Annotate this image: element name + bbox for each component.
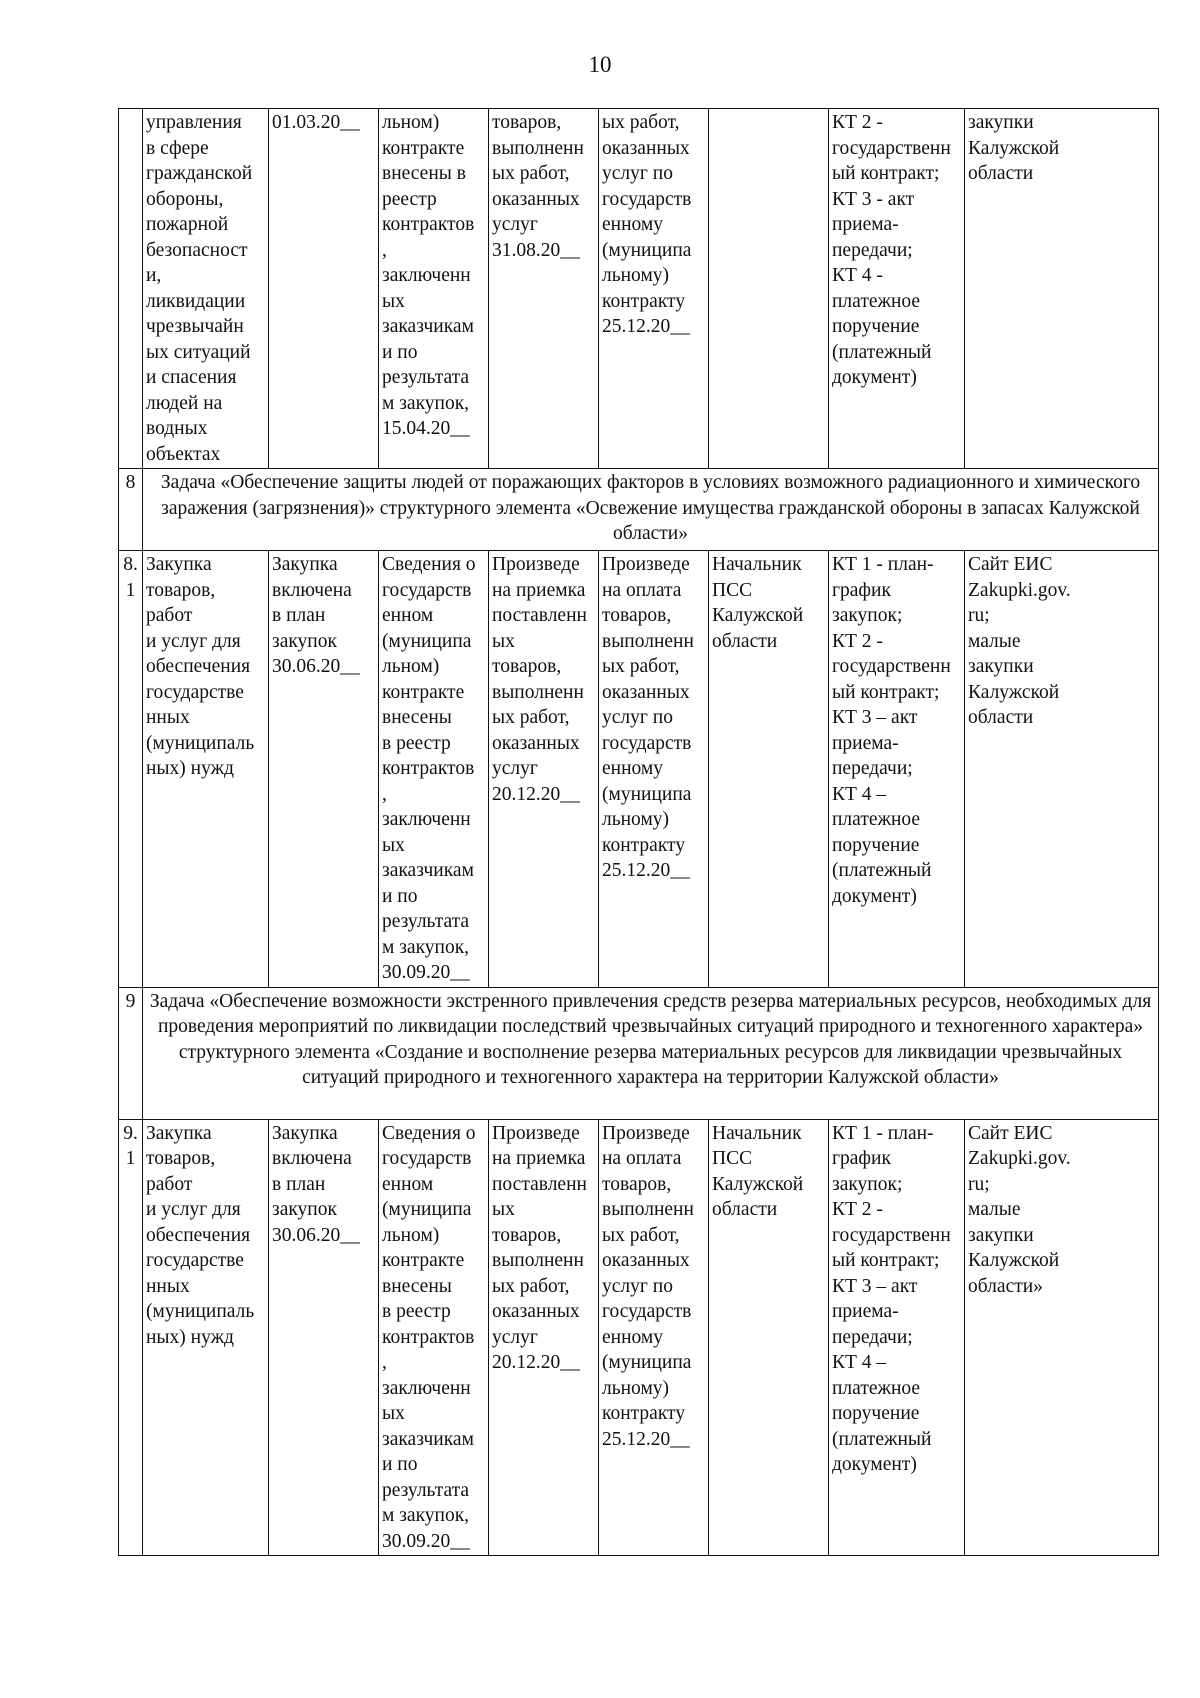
control-point-3-cell: товаров, выполненн ых работ, оказанных услуг 31.08.20__: [489, 109, 599, 469]
table-row-continued: [119, 109, 1159, 469]
control-point-1-cell: Закупка включена в план закупок 30.06.20__: [269, 551, 379, 988]
event-name-cell: Закупка товаров, работ и услуг для обеспечения государстве нных (муниципаль ных) нужд: [143, 1119, 269, 1556]
task-description: Задача «Обеспечение защиты людей от поражающих факторов в условиях возможного радиационного и химического заражения (загрязнения)» структурного элемента «Освежение имущества гражданской обороны в запасах Калужской области»: [143, 469, 1159, 551]
row-number: 8.1: [119, 551, 143, 988]
control-point-2-cell: Сведения о государств енном (муниципа льном) контракте внесены в реестр контрактов , заключенн ых заказчикам и по результата м закупок, 30.09.20__: [379, 1119, 489, 1556]
responsible-cell: [709, 109, 829, 469]
source-cell: Сайт ЕИС Zakupki.gov. ru; малые закупки Калужской области»: [965, 1119, 1159, 1556]
control-point-4-cell: Произведе на оплата товаров, выполненн ых работ, оказанных услуг по государств енному (муниципа льному) контракту 25.12.20__: [599, 551, 709, 988]
event-name-cell: управления в сфере гражданской обороны, пожарной безопасност и, ликвидации чрезвычайн ых ситуаций и спасения людей на водных объектах: [143, 109, 269, 469]
control-point-4-cell: Произведе на оплата товаров, выполненн ых работ, оказанных услуг по государств енному (муниципа льному) контракту 25.12.20__: [599, 1119, 709, 1556]
responsible-cell: Начальник ПСС Калужской области: [709, 1119, 829, 1556]
row-number: [119, 109, 143, 469]
control-point-1-cell: Закупка включена в план закупок 30.06.20__: [269, 1119, 379, 1556]
task-row-9: [119, 987, 1159, 1119]
control-point-4-cell: ых работ, оказанных услуг по государств енному (муниципа льному) контракту 25.12.20__: [599, 109, 709, 469]
table-row-9-1: [119, 1119, 1159, 1556]
documents-cell: КТ 2 - государственн ый контракт; КТ 3 - акт приема- передачи; КТ 4 - платежное поручение (платежный документ): [829, 109, 965, 469]
source-cell: закупки Калужской области: [965, 109, 1159, 469]
control-points-table: [118, 108, 1159, 1556]
control-point-1-cell: 01.03.20__: [269, 109, 379, 469]
task-number: 9: [119, 987, 143, 1119]
source-cell: Сайт ЕИС Zakupki.gov. ru; малые закупки Калужской области: [965, 551, 1159, 988]
event-name-cell: Закупка товаров, работ и услуг для обеспечения государстве нных (муниципаль ных) нужд: [143, 551, 269, 988]
page-number: 10: [588, 52, 612, 77]
row-number: 9.1: [119, 1119, 143, 1556]
control-point-2-cell: Сведения о государств енном (муниципа льном) контракте внесены в реестр контрактов , заключенн ых заказчикам и по результата м закупок, 30.09.20__: [379, 551, 489, 988]
control-point-3-cell: Произведе на приемка поставленн ых товаров, выполненн ых работ, оказанных услуг 20.12.20__: [489, 1119, 599, 1556]
control-point-2-cell: льном) контракте внесены в реестр контрактов , заключенн ых заказчикам и по результата м закупок, 15.04.20__: [379, 109, 489, 469]
task-number: 8: [119, 469, 143, 551]
task-description: Задача «Обеспечение возможности экстренного привлечения средств резерва материальных ресурсов, необходимых для проведения мероприятий по ликвидации последствий чрезвычайных ситуаций природного и техногенного характера» структурного элемента «Создание и восполнение резерва материальных ресурсов для ликвидации чрезвычайных ситуаций природного и техногенного характера на территории Калужской области»: [143, 987, 1159, 1119]
documents-cell: КТ 1 - план- график закупок; КТ 2 - государственн ый контракт; КТ 3 – акт приема- передачи; КТ 4 – платежное поручение (платежный документ): [829, 1119, 965, 1556]
task-row-8: [119, 469, 1159, 551]
responsible-cell: Начальник ПСС Калужской области: [709, 551, 829, 988]
documents-cell: КТ 1 - план- график закупок; КТ 2 - государственн ый контракт; КТ 3 – акт приема- передачи; КТ 4 – платежное поручение (платежный документ): [829, 551, 965, 988]
control-point-3-cell: Произведе на приемка поставленн ых товаров, выполненн ых работ, оказанных услуг 20.12.20__: [489, 551, 599, 988]
table-row-8-1: [119, 551, 1159, 988]
